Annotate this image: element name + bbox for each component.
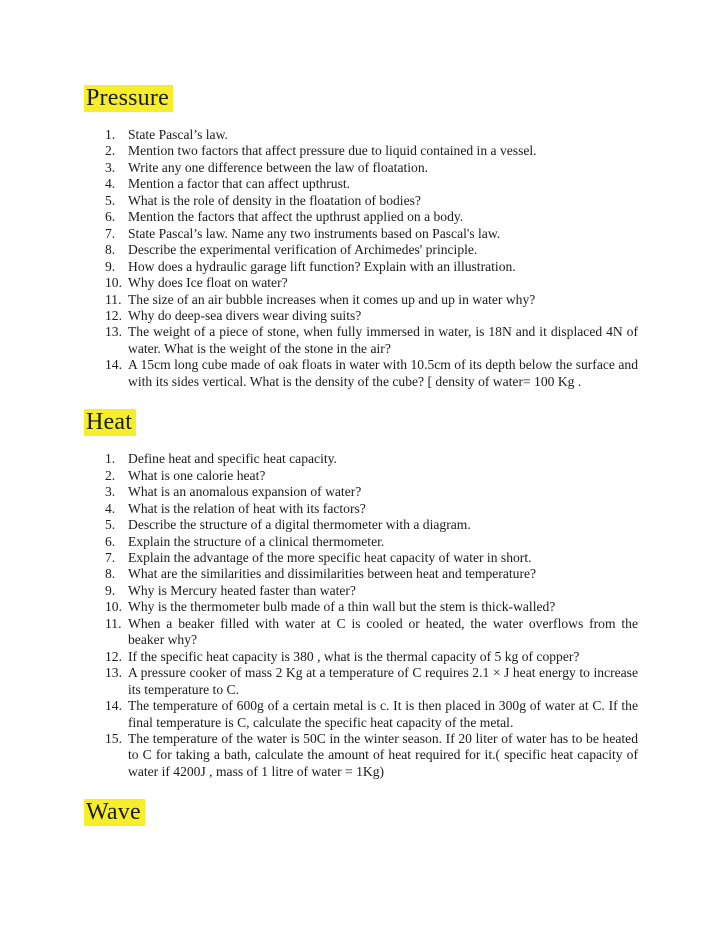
question-text: When a beaker filled with water at C is cooled or heated, the water overflows from the beaker why? [128, 615, 638, 648]
question-item [105, 484, 638, 500]
question-number: 12. [105, 307, 122, 323]
question-item [105, 324, 638, 357]
question-text: Explain the structure of a clinical thermometer. [128, 533, 385, 549]
question-text: The weight of a piece of stone, when fully immersed in water, is 18N and it displaced 4N of water. What is the weight of the stone in the air? [128, 324, 638, 356]
question-number: 14. [105, 357, 122, 373]
question-item [105, 357, 638, 390]
question-number: 5. [105, 192, 116, 208]
question-text: A pressure cooker of mass 2 Kg at a temperature of C requires 2.1 × J heat energy to increase its temperature to C. [128, 665, 638, 697]
section [84, 84, 638, 390]
question-number: 12. [105, 648, 122, 664]
question-text: Why does Ice float on water? [128, 275, 288, 291]
question-list [84, 451, 638, 780]
question-item [105, 517, 638, 533]
question-text: The size of an air bubble increases when it comes up and up in water why? [128, 291, 536, 307]
question-item [105, 731, 638, 780]
question-text: Mention a factor that can affect upthrust. [128, 176, 351, 192]
section-heading [84, 408, 638, 436]
question-item [105, 226, 638, 242]
question-item [105, 501, 638, 517]
question-text: What is the relation of heat with its factors? [128, 500, 366, 516]
question-number: 15. [105, 730, 122, 746]
section-title: Pressure [84, 85, 173, 112]
question-item [105, 209, 638, 225]
question-number: 2. [105, 143, 116, 159]
question-item [105, 292, 638, 308]
question-number: 8. [105, 242, 116, 258]
section [84, 798, 638, 826]
question-text: Describe the experimental verification of Archimedes' principle. [128, 242, 478, 258]
question-item [105, 698, 638, 731]
question-number: 6. [105, 209, 116, 225]
question-number: 6. [105, 533, 116, 549]
question-text: A 15cm long cube made of oak floats in water with 10.5cm of its depth below the surface and with its sides vertical. What is the density of the cube? [ density of water= 100 Kg . [128, 357, 638, 389]
question-item [105, 308, 638, 324]
question-number: 9. [105, 582, 116, 598]
question-number: 9. [105, 258, 116, 274]
question-list [84, 127, 638, 390]
question-text: The temperature of 600g of a certain metal is c. It is then placed in 300g of water at C. If the final temperature is C, calculate the specific heat capacity of the metal. [128, 698, 638, 730]
question-text: Explain the advantage of the more specific heat capacity of water in short. [128, 549, 532, 565]
question-item [105, 583, 638, 599]
question-number: 10. [105, 599, 122, 615]
section-heading [84, 84, 638, 112]
question-item [105, 259, 638, 275]
section-title: Wave [84, 799, 145, 826]
question-item [105, 566, 638, 582]
question-number: 13. [105, 324, 122, 340]
question-item [105, 599, 638, 615]
question-item [105, 160, 638, 176]
question-text: Describe the structure of a digital thermometer with a diagram. [128, 517, 471, 533]
question-text: Mention the factors that affect the upthrust applied on a body. [128, 209, 464, 225]
question-item [105, 176, 638, 192]
question-text: Define heat and specific heat capacity. [128, 451, 337, 467]
question-number: 7. [105, 549, 116, 565]
question-item [105, 143, 638, 159]
question-item [105, 451, 638, 467]
question-number: 8. [105, 566, 116, 582]
question-item [105, 193, 638, 209]
section-heading [84, 798, 638, 826]
question-text: Write any one difference between the law of floatation. [128, 159, 429, 175]
question-item [105, 275, 638, 291]
sections-container [84, 84, 638, 826]
question-text: State Pascal’s law. [128, 127, 228, 142]
question-text: Why is Mercury heated faster than water? [128, 582, 356, 598]
question-item [105, 550, 638, 566]
question-number: 3. [105, 484, 116, 500]
question-number: 4. [105, 176, 116, 192]
question-text: What is the role of density in the floatation of bodies? [128, 192, 421, 208]
question-item [105, 616, 638, 649]
question-item [105, 242, 638, 258]
question-text: State Pascal’s law. Name any two instruments based on Pascal's law. [128, 225, 501, 241]
question-number: 2. [105, 467, 116, 483]
section [84, 408, 638, 780]
question-text: What is one calorie heat? [128, 467, 266, 483]
question-item [105, 127, 638, 143]
question-number: 14. [105, 698, 122, 714]
question-number: 4. [105, 500, 116, 516]
question-text: Mention two factors that affect pressure due to liquid contained in a vessel. [128, 143, 537, 159]
question-text: Why do deep-sea divers wear diving suits? [128, 307, 362, 323]
question-number: 5. [105, 517, 116, 533]
question-item [105, 534, 638, 550]
question-text: If the specific heat capacity is 380 , what is the thermal capacity of 5 kg of copper? [128, 648, 580, 664]
question-number: 10. [105, 275, 122, 291]
question-item [105, 665, 638, 698]
section-title: Heat [84, 409, 136, 436]
question-number: 1. [105, 127, 116, 142]
question-number: 11. [105, 291, 122, 307]
question-text: Why is the thermometer bulb made of a thin wall but the stem is thick-walled? [128, 599, 556, 615]
question-number: 3. [105, 159, 116, 175]
question-text: What are the similarities and dissimilarities between heat and temperature? [128, 566, 537, 582]
question-number: 11. [105, 615, 122, 631]
question-item [105, 468, 638, 484]
question-text: How does a hydraulic garage lift function? Explain with an illustration. [128, 258, 516, 274]
question-number: 7. [105, 225, 116, 241]
question-text: What is an anomalous expansion of water? [128, 484, 362, 500]
question-item [105, 649, 638, 665]
question-number: 13. [105, 665, 122, 681]
question-text: The temperature of the water is 50C in the winter season. If 20 liter of water has to be heated to C for taking a bath, calculate the amount of heat required for it.( specific heat capacity of water if 4200J , mass of 1 litre of water = 1Kg) [128, 730, 638, 779]
question-number: 1. [105, 451, 116, 467]
